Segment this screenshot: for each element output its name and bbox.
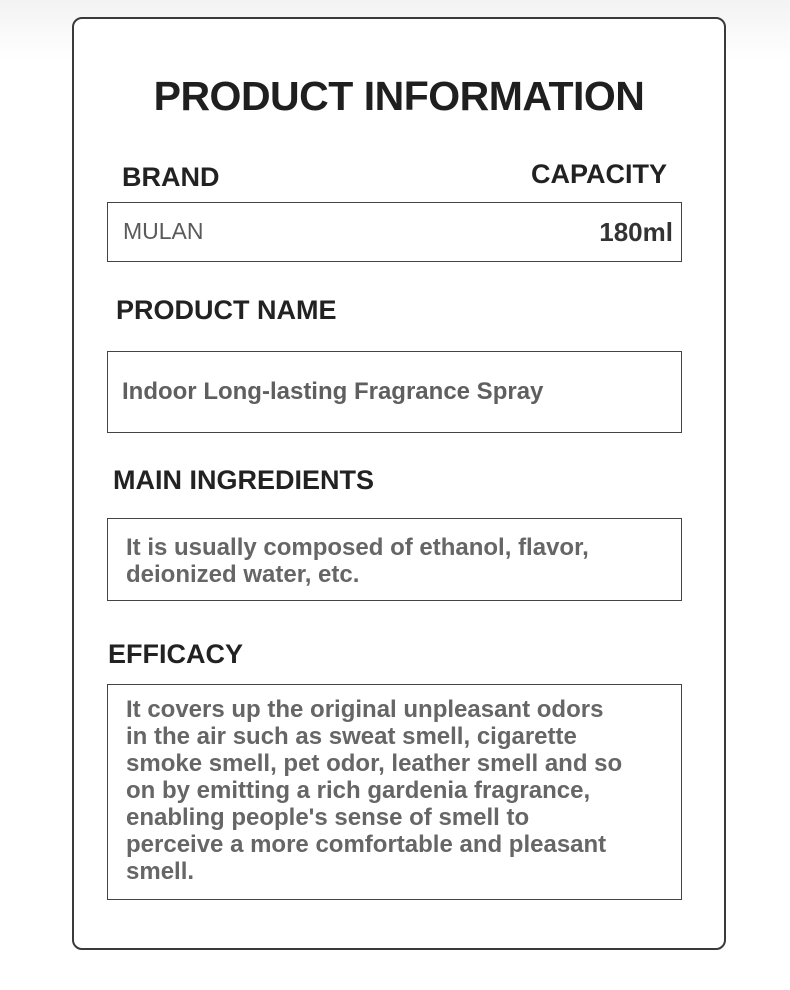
main-ingredients-line: deionized water, etc.: [126, 561, 360, 588]
product-name-value: Indoor Long-lasting Fragrance Spray: [122, 378, 544, 405]
main-ingredients-line: It is usually composed of ethanol, flavor,: [126, 534, 589, 561]
brand-value: MULAN: [123, 218, 204, 244]
efficacy-line: perceive a more comfortable and pleasant: [126, 831, 607, 858]
efficacy-line: in the air such as sweat smell, cigarette: [126, 723, 577, 750]
product-name-label: PRODUCT NAME: [116, 295, 337, 325]
efficacy-line: on by emitting a rich gardenia fragrance,: [126, 777, 591, 804]
efficacy-box: [107, 684, 682, 900]
efficacy-label: EFFICACY: [108, 639, 243, 669]
efficacy-line: enabling people's sense of smell to: [126, 804, 530, 831]
brand-capacity-box: [107, 202, 682, 262]
main-ingredients-box: [107, 518, 682, 601]
main-ingredients-text: [126, 534, 589, 588]
brand-label: BRAND: [122, 162, 220, 192]
efficacy-line: smoke smell, pet odor, leather smell and so: [126, 750, 623, 777]
efficacy-line: smell.: [126, 858, 195, 885]
capacity-label: CAPACITY: [531, 159, 668, 189]
page-title: PRODUCT INFORMATION: [153, 73, 645, 119]
main-ingredients-label: MAIN INGREDIENTS: [113, 465, 375, 495]
product-name-box: [107, 351, 682, 433]
efficacy-line: It covers up the original unpleasant odors: [126, 696, 604, 723]
capacity-value: 180ml: [599, 217, 673, 247]
efficacy-text: [126, 696, 622, 885]
